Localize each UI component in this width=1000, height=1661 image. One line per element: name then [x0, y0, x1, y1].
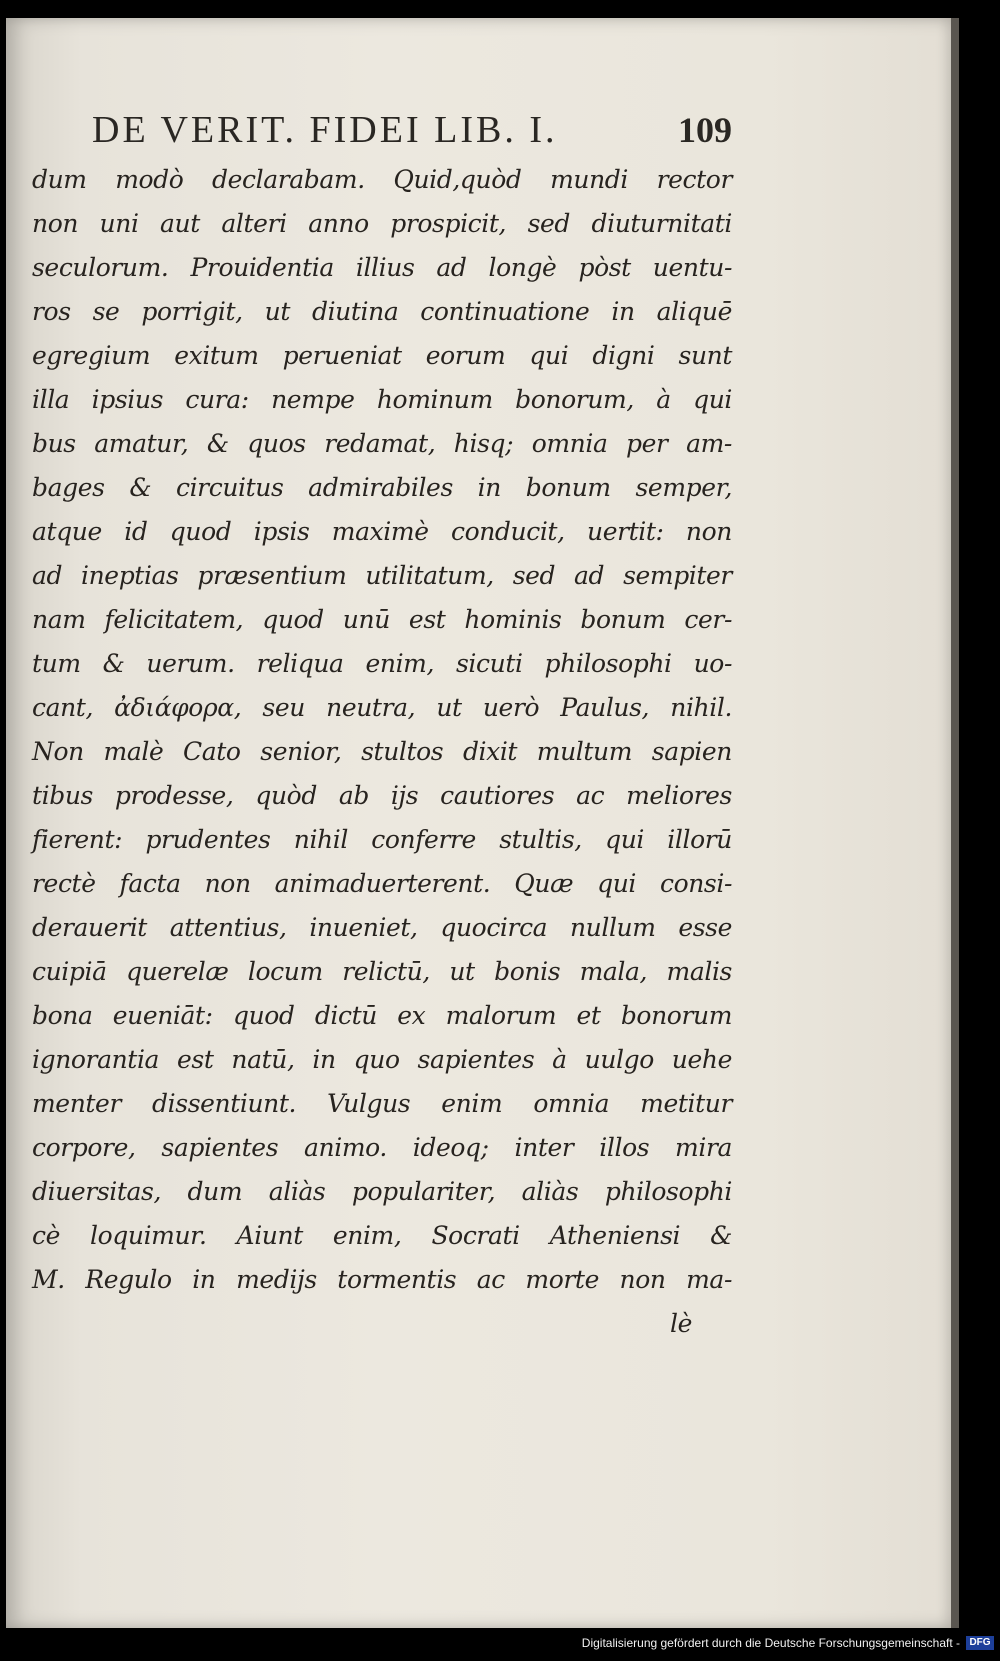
text-line: non uni aut alteri anno prospicit, sed diuturnitati: [32, 209, 732, 238]
text-line: seculorum. Prouidentia illius ad longè pòst uentu-: [32, 253, 732, 282]
page-edge-shadow: [951, 18, 959, 1628]
text-line: bus amatur, & quos redamat, hisq; omnia per am-: [32, 429, 732, 458]
page-number: 109: [678, 110, 732, 150]
text-line: derauerit attentius, inueniet, quocirca nullum esse: [32, 913, 732, 942]
text-line: ignorantia est natū, in quo sapientes à uulgo uehe: [32, 1045, 732, 1074]
text-line: tibus prodesse, quòd ab ijs cautiores ac meliores: [32, 781, 732, 810]
text-line: corpore, sapientes animo. ideoq; inter illos mira: [32, 1133, 732, 1162]
text-line: bona eueniāt: quod dictū ex malorum et bonorum: [32, 1001, 732, 1030]
page-header: [92, 106, 732, 154]
text-line: fierent: prudentes nihil conferre stultis, qui illorū: [32, 825, 732, 854]
scanned-page: [6, 18, 951, 1628]
text-line: atque id quod ipsis maximè conducit, uertit: non: [32, 517, 732, 546]
text-line: tum & uerum. reliqua enim, sicuti philosophi uo-: [32, 649, 732, 678]
text-line: egregium exitum perueniat eorum qui digni sunt: [32, 341, 732, 370]
running-head: DE VERIT. FIDEI LIB. I.: [92, 109, 558, 151]
text-line: M. Regulo in medijs tormentis ac morte non ma-: [32, 1265, 732, 1294]
text-line: ad ineptias præsentium utilitatum, sed ad sempiter: [32, 561, 732, 590]
text-line: rectè facta non animaduerterent. Quæ qui consi-: [32, 869, 732, 898]
text-line: cuipiā querelæ locum relictū, ut bonis mala, malis: [32, 957, 732, 986]
body-text: [32, 158, 732, 1338]
digitization-credit: Digitalisierung gefördert durch die Deutsche Forschungsgemeinschaft -: [581, 1636, 960, 1650]
text-line: cant, ἀδιάφορα, seu neutra, ut uerò Paulus, nihil.: [32, 693, 732, 722]
text-line: ros se porrigit, ut diutina continuatione in aliquē: [32, 297, 732, 326]
text-line: dum modò declarabam. Quid,quòd mundi rector: [32, 165, 732, 194]
text-line: Non malè Cato senior, stultos dixit multum sapien: [32, 737, 732, 766]
text-line: cè loquimur. Aiunt enim, Socrati Atheniensi &: [32, 1221, 732, 1250]
text-line: bages & circuitus admirabiles in bonum semper,: [32, 473, 732, 502]
text-line: illa ipsius cura: nempe hominum bonorum, à qui: [32, 385, 732, 414]
catchword: lè: [670, 1309, 692, 1338]
footer-bar: [0, 1628, 1000, 1661]
dfg-logo: DFG: [966, 1636, 994, 1650]
text-line: menter dissentiunt. Vulgus enim omnia metitur: [32, 1089, 732, 1118]
text-line: nam felicitatem, quod unū est hominis bonum cer-: [32, 605, 732, 634]
text-line: diuersitas, dum aliàs populariter, aliàs philosophi: [32, 1177, 732, 1206]
